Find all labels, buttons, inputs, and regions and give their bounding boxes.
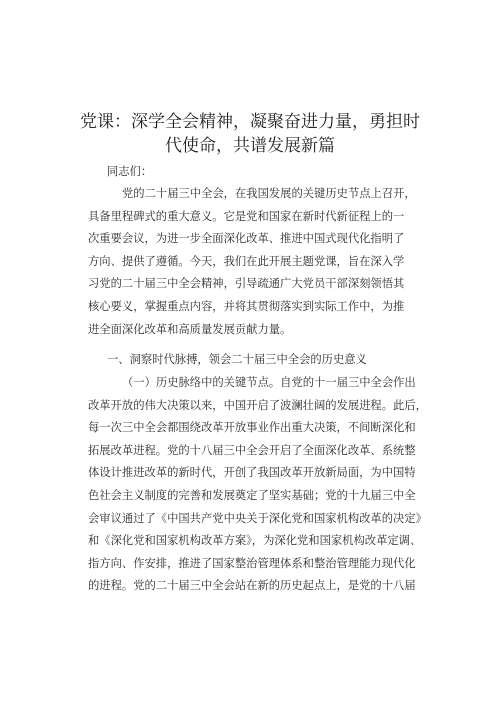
greeting: 同志们：	[107, 165, 153, 178]
paragraph-line: 改革开放的伟大决策以来，中国开启了波澜壮阔的发展进程。此后，	[88, 398, 427, 412]
paragraph-line: 色社会主义制度的完善和发展奠定了坚实基础；党的十九届三中全	[88, 488, 416, 502]
paragraph-line: 会审议通过了《中国共产党中央关于深化党和国家机构改革的决定》	[88, 511, 427, 525]
document-title	[60, 110, 440, 158]
paragraph-line: 习党的二十届三中全会精神，引导疏通广大党员干部深刻领悟其	[88, 277, 405, 291]
paragraph-line: 每一次三中全会都围绕改革开放事业作出重大决策，不间断深化和	[88, 421, 416, 435]
paragraph-line: 体设计推进改革的新时代，开创了我国改革开放新局面，为中国特	[88, 466, 416, 480]
section-heading-1: 一、洞察时代脉搏，领会二十届三中全会的历史意义	[107, 353, 367, 366]
paragraph-line: 进全面深化改革和高质量发展贡献力量。	[88, 322, 292, 336]
paragraph-section-1	[88, 372, 428, 598]
paragraph-intro	[88, 183, 428, 341]
paragraph-line: 党的二十届三中全会，在我国发展的关键历史节点上召开，	[122, 187, 416, 200]
paragraph-line: 方向、提供了遵循。今天，我们在此开展主题党课，旨在深入学	[88, 254, 405, 268]
paragraph-line: 的进程。党的二十届三中全会站在新的历史起点上，是党的十八届	[88, 579, 416, 593]
title-line-2: 代使命，共谱发展新篇	[165, 136, 335, 156]
paragraph-line: 指方向、作安排，推进了国家整治管理体系和整治管理能力现代化	[88, 556, 416, 570]
title-line-1: 党课：深学全会精神，凝聚奋进力量，勇担时	[80, 112, 420, 132]
paragraph-line: 具备里程碑式的重大意义。它是党和国家在新时代新征程上的一	[88, 209, 405, 223]
paragraph-line: 和《深化党和国家机构改革方案》，为深化党和国家机构改革定调、	[88, 534, 422, 548]
paragraph-line: 核心要义，掌握重点内容，并将其贯彻落实到实际工作中，为推	[88, 299, 405, 313]
paragraph-line: 次重要会议，为进一步全面深化改革、推进中国式现代化指明了	[88, 232, 405, 246]
paragraph-line: 拓展改革进程。党的十八届三中全会开启了全面深化改革、系统整	[88, 443, 416, 457]
paragraph-line: （一）历史脉络中的关键节点。自党的十一届三中全会作出	[122, 376, 416, 389]
